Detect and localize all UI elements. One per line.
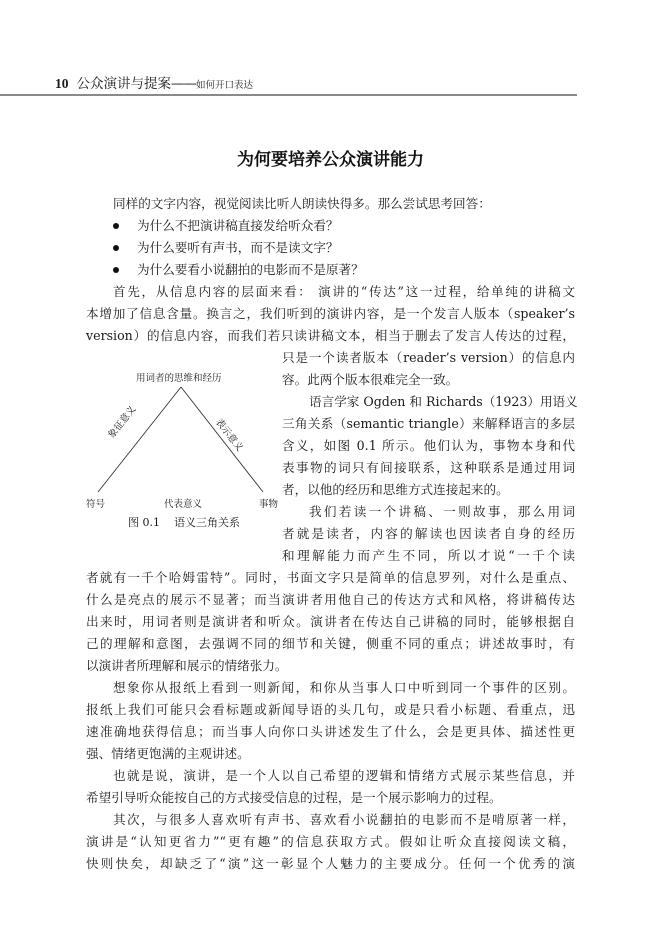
right-vertex-label: 事物 [259, 499, 279, 510]
paragraph-line: 己的理解和意图，去强调不同的细节和关键，侧重不同的重点；讲述故事时，有 [86, 636, 575, 651]
paragraph-line: 以演讲者所理解和展示的情绪张力。 [86, 658, 288, 673]
paragraph-line: version）的信息内容，而我们若只读讲稿文本，相当于删去了发言人传达的过程， [86, 328, 575, 343]
paragraph-line: 强、情绪更饱满的主观讲述。 [86, 746, 250, 761]
paragraph-line: 语言学家 Ogden 和 Richards（1923）用语义 [309, 394, 578, 409]
paragraph-line: 首先，从信息内容的层面来看： 演讲的“传达”这一过程，给单纯的讲稿文 [113, 284, 575, 299]
paragraph-line: 快则快矣，却缺乏了“演”这一彰显个人魅力的主要成分。任何一个优秀的演 [86, 856, 575, 871]
figure-caption [128, 514, 240, 530]
bullet-text: 为什么要听有声书，而不是读文字？ [137, 240, 339, 255]
paragraph-line: 容。此两个版本很难完全一致。 [282, 372, 459, 387]
header-text [55, 76, 253, 94]
semantic-triangle-figure [80, 360, 290, 535]
bullet-dot-icon [113, 223, 119, 229]
paragraph-line: 本增加了信息含量。换言之，我们听到的演讲内容，是一个发言人版本（speaker’s [86, 306, 575, 321]
left-edge-label: 象征意义 [106, 403, 139, 441]
intro-line: 同样的文字内容，视觉阅读比听人朗读快得多。那么尝试思考回答： [113, 196, 491, 211]
paragraph-line: 也就是说，演讲，是一个人以自己希望的逻辑和情绪方式展示某些信息，并 [113, 768, 575, 783]
paragraph-line: 速准确地获得信息；而当事人向你口头讲述发生了什么，会是更具体、描述性更 [86, 724, 575, 739]
paragraph-line: 报纸上我们可能只会看标题或新闻导语的头几句，或是只看小标题、看重点，迅 [86, 702, 575, 717]
triangle-right-edge [181, 387, 263, 492]
figure-caption-text: 语义三角关系 [174, 516, 240, 529]
bullet-text: 为什么要看小说翻拍的电影而不是原著？ [137, 262, 364, 277]
paragraph-line: 者就有一千个哈姆雷特”。同时，书面文字只是简单的信息罗列，对什么是重点、 [86, 570, 575, 585]
figure-number: 图 0.1 [128, 516, 160, 529]
paragraph-line: 只是一个读者版本（reader’s version）的信息内 [282, 350, 575, 365]
paragraph-line: 想象你从报纸上看到一则新闻，和你从当事人口中听到同一个事件的区别。 [113, 680, 575, 695]
paragraph-line: 出来时，用词者则是演讲者和听众。演讲者在传达自己讲稿的同时，能够根据自 [86, 614, 575, 629]
book-title: 公众演讲与提案 [76, 76, 171, 92]
base-label: 代表意义 [164, 499, 203, 510]
page-number: 10 [55, 76, 69, 91]
apex-label: 用词者的思维和经历 [136, 373, 222, 384]
paragraph-line: 我们若读一个讲稿、一则故事，那么用词 [309, 504, 575, 519]
paragraph-line: 和理解能力而产生不同，所以才说“一千个读 [282, 548, 575, 563]
title-dash: —— [171, 76, 196, 92]
paragraph-line: 希望引导听众能按自己的方式接受信息的过程，是一个展示影响力的过程。 [86, 790, 502, 805]
left-vertex-label: 符号 [86, 499, 106, 510]
paragraph-line: 者，以他的经历和思维方式连接起来的。 [282, 482, 509, 497]
bullet-text: 为什么不把演讲稿直接发给听众看？ [137, 218, 339, 233]
paragraph-line: 表事物的词只有间接联系，这种联系是通过用词 [282, 460, 575, 475]
paragraph-line: 演讲是“认知更省力”“更有趣”的信息获取方式。假如让听众直接阅读文稿， [86, 834, 575, 849]
running-header [0, 76, 577, 96]
paragraph-line: 含义，如图 0.1 所示。他们认为，事物本身和代 [282, 438, 575, 453]
paragraph-line: 三角关系（semantic triangle）来解释语言的多层 [282, 416, 575, 431]
paragraph-line: 者就是读者，内容的解读也因读者自身的经历 [282, 526, 575, 541]
paragraph-line: 其次，与很多人喜欢听有声书、喜欢看小说翻拍的电影而不是啃原著一样， [113, 812, 575, 827]
paragraph-line: 什么是亮点的展示不显著；而当演讲者用他自己的传达方式和风格，将讲稿传达 [86, 592, 575, 607]
book-subtitle: 如何开口表达 [196, 80, 254, 91]
bullet-dot-icon [113, 267, 119, 273]
right-edge-label: 表示意义 [212, 416, 246, 454]
triangle-left-edge [98, 387, 181, 492]
section-title: 为何要培养公众演讲能力 [237, 150, 424, 170]
bullet-dot-icon [113, 245, 119, 251]
